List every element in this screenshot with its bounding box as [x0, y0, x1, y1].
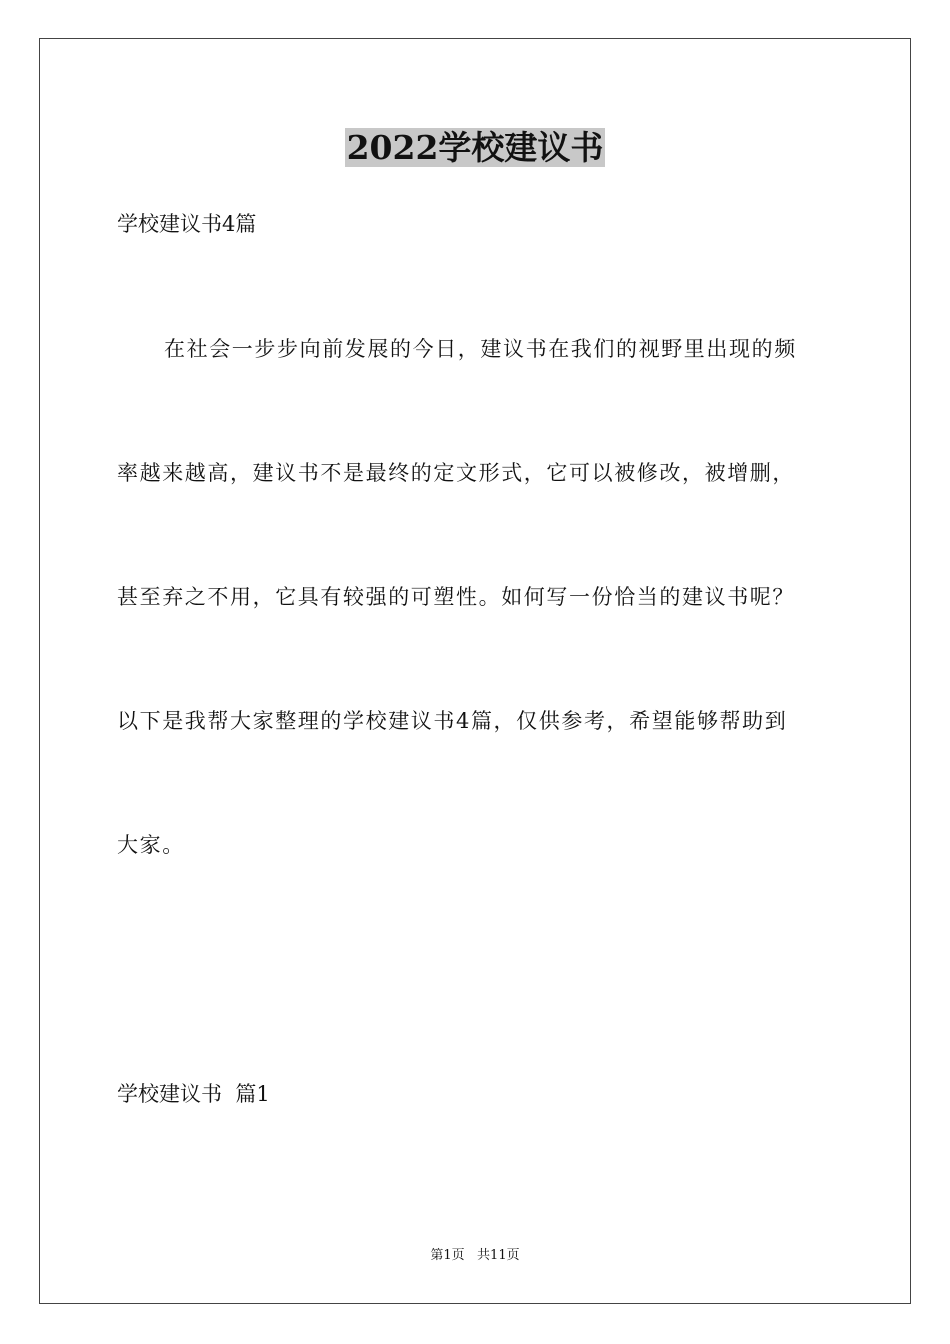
document-subtitle: 学校建议书4篇 — [117, 212, 257, 236]
page-footer: 第1页 共11页 — [430, 1248, 520, 1263]
intro-line-2: 率越来越高，建议书不是最终的定文形式，它可以被修改，被增删， — [117, 461, 795, 485]
intro-line-4: 以下是我帮大家整理的学校建议书4篇，仅供参考，希望能够帮助到 — [117, 709, 788, 733]
intro-line-3: 甚至弃之不用，它具有较强的可塑性。如何写一份恰当的建议书呢？ — [117, 585, 795, 609]
document-title-text: 2022学校建议书 — [346, 128, 604, 167]
section-heading: 学校建议书 篇1 — [117, 1082, 270, 1106]
intro-line-5: 大家。 — [117, 833, 185, 857]
intro-line-1: 在社会一步步向前发展的今日，建议书在我们的视野里出现的频 — [164, 337, 797, 361]
document-title — [0, 125, 950, 171]
